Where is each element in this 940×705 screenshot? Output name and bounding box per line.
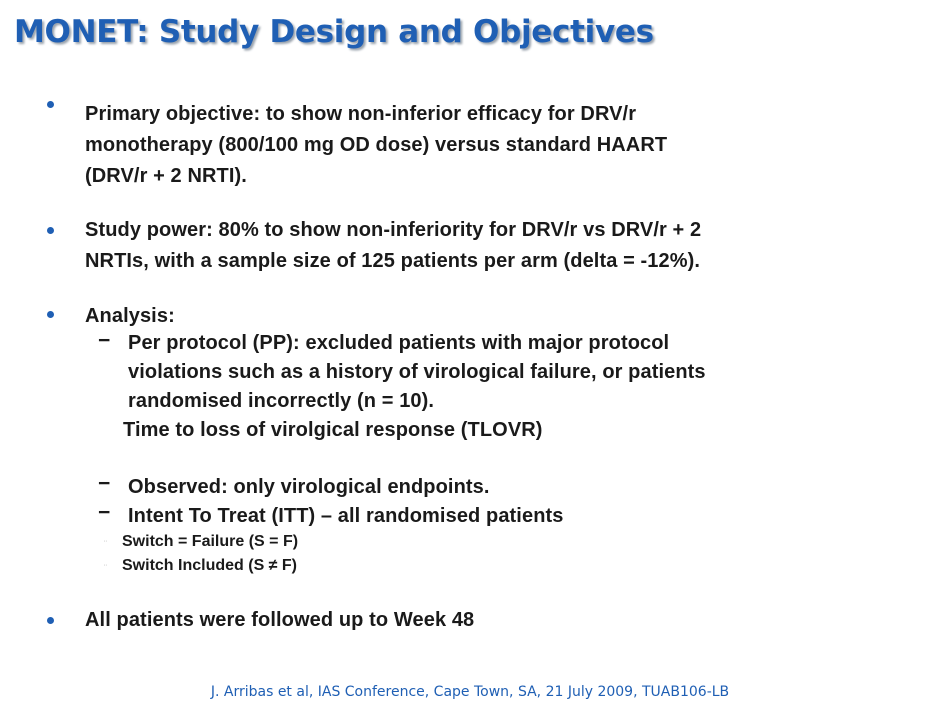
primary-objective-line-2: monotherapy (800/100 mg OD dose) versus standard HAART bbox=[85, 134, 668, 156]
bullet-dot bbox=[47, 617, 54, 624]
primary-objective-line-3: (DRV/r + 2 NRTI). bbox=[85, 165, 247, 187]
slide-title: MONET: Study Design and Objectives bbox=[14, 14, 654, 50]
observed-line: Observed: only virological endpoints. bbox=[128, 476, 490, 498]
itt-line: Intent To Treat (ITT) – all randomised patients bbox=[128, 505, 564, 527]
bullet-dot bbox=[47, 227, 54, 234]
pp-line-1: Per protocol (PP): excluded patients with major protocol bbox=[128, 332, 670, 354]
dash-bullet: − bbox=[98, 501, 111, 524]
switch-included-line: Switch Included (S ≠ F) bbox=[122, 557, 298, 574]
analysis-label: Analysis: bbox=[85, 305, 175, 327]
followup-line: All patients were followed up to Week 48 bbox=[85, 609, 475, 631]
study-power-line-2: NRTIs, with a sample size of 125 patients per arm (delta = -12%). bbox=[85, 250, 701, 272]
primary-objective-line-1: Primary objective: to show non-inferior efficacy for DRV/r bbox=[85, 103, 637, 125]
dash-bullet: − bbox=[98, 329, 111, 352]
square-bullet: ¨ bbox=[104, 563, 107, 573]
bullet-dot bbox=[47, 101, 54, 108]
study-power-line-1: Study power: 80% to show non-inferiority for DRV/r vs DRV/r + 2 bbox=[85, 219, 702, 241]
square-bullet: ¨ bbox=[104, 539, 107, 549]
dash-bullet: − bbox=[98, 472, 111, 495]
pp-line-2: violations such as a history of virological failure, or patients bbox=[128, 361, 706, 383]
tlovr-line: Time to loss of virolgical response (TLOVR) bbox=[123, 419, 543, 441]
citation: J. Arribas et al, IAS Conference, Cape Town, SA, 21 July 2009, TUAB106-LB bbox=[210, 684, 730, 700]
switch-failure-line: Switch = Failure (S = F) bbox=[122, 533, 299, 550]
pp-line-3: randomised incorrectly (n = 10). bbox=[128, 390, 435, 412]
bullet-dot bbox=[47, 311, 54, 318]
